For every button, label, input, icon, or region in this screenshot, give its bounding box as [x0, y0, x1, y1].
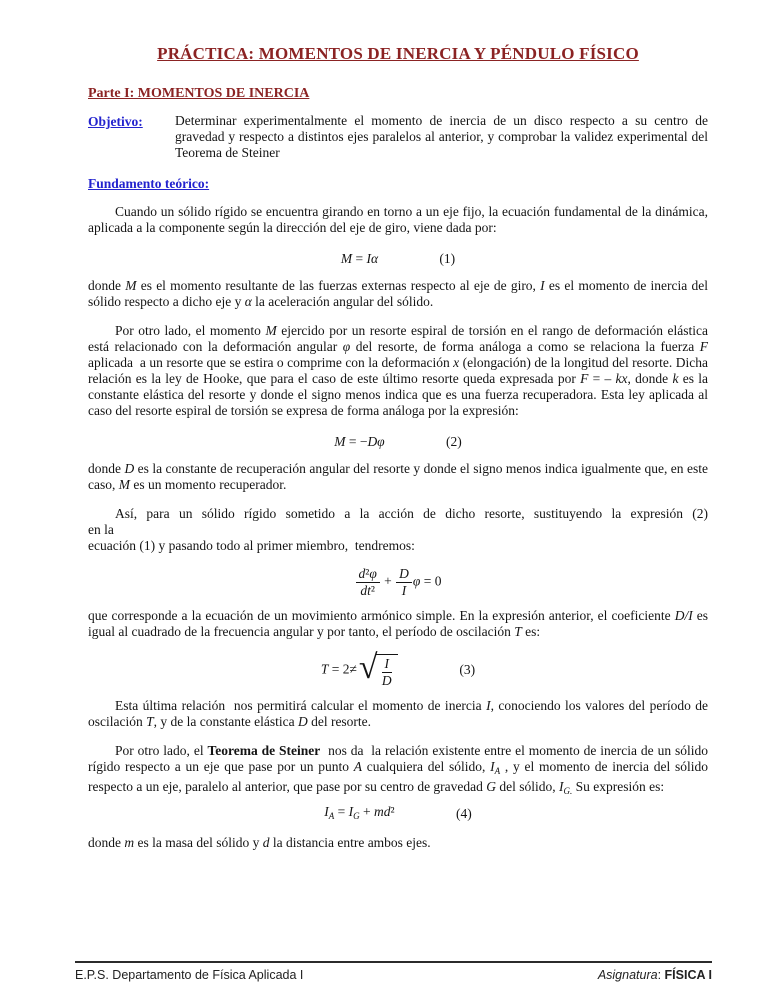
fundamento-heading: Fundamento teórico: [88, 176, 210, 191]
paragraph-shm-explanation: que corresponde a la ecuación de un movimiento armónico simple. En la expresión anterior, el coeficiente D/I es igual al cuadrado de la frecuencia angular y por tanto, el período de oscilación T es: [88, 607, 708, 639]
paragraph-eq3-explanation: Esta última relación nos permitirá calcular el momento de inercia I, conociendo los valores del período de oscilación T, y de la constante elástica D del resorte. [88, 697, 708, 729]
objetivo-section [88, 113, 708, 161]
equation-2-body: M = −Dφ [334, 433, 385, 449]
part-heading: Parte I: MOMENTOS DE INERCIA [88, 86, 310, 101]
equation-2 [88, 432, 708, 451]
paragraph-eq1-explanation: donde M es el momento resultante de las fuerzas externas respecto al eje de giro, I es el momento de inercia del sólido respecto a dicho eje y α la aceleración angular del sólido. [88, 277, 708, 309]
equation-4-body: $I_A = I_G + md^2$ [324, 803, 395, 821]
paragraph-dynamics-intro: Cuando un sólido rígido se encuentra girando en torno a un eje fijo, la ecuación fundamental de la dinámica, aplicada a la componente según la dirección del eje de giro, viene dada por: [88, 204, 708, 235]
paragraph-substitution-line: en la [88, 521, 114, 537]
paragraph-steiner: Por otro lado, el Teorema de Steiner nos da la relación existente entre el momento de inercia de un sólido rígido respecto a un eje que pase por un punto A cualquiera del sólido, $I_A$ , y el momento de inercia del sólido respecto a un eje, paralelo al anterior, que pase por su centro de gravedad G del sólido, $I_{G.}$ Su expresión es: [88, 742, 709, 796]
equation-1 [88, 249, 708, 268]
paragraph-eq2-explanation: donde D es la constante de recuperación angular del resorte y donde el signo menos indica igualmente que, en este caso, M es un momento recuperador. [88, 460, 708, 492]
paragraph-substitution [88, 506, 708, 554]
equation-3 [88, 648, 708, 688]
equation-1-body: M = Iα [340, 250, 379, 266]
objetivo-text: Determinar experimentalmente el momento de inercia de un disco respecto a su centro de gravedad y respecto a distintos ejes paralelos al anterior, y comprobar la validez experimental del Teorema de Steiner [175, 113, 708, 160]
equation-differential-body: $\frac{\text{d²φ}}{\text{dt²}}$ + $\frac{D}{I}$ φ = 0 [355, 567, 442, 598]
page-title: PRÁCTICA: MOMENTOS DE INERCIA Y PÉNDULO FÍSICO [157, 44, 639, 63]
page-footer [75, 961, 712, 982]
equation-differential [88, 567, 708, 598]
objetivo-label: Objetivo: [88, 114, 143, 129]
equation-3-number: (3) [459, 662, 476, 678]
paragraph-torsion-spring: Por otro lado, el momento M ejercido por un resorte espiral de torsión en el rango de deformación elástica está relacionado con la deformación angular φ del resorte, de forma análoga a como se relaciona la fuerza F aplicada a un resorte que se estira o comprime con la deformación x (elongación) de la longitud del resorte. Dicha relación es la ley de Hooke, que para el caso de este último resorte queda expresada por F = – kx, donde k es la constante elástica del resorte y donde el signo menos indica que es una fuerza recuperadora. Esta ley aplicada al caso del resorte espiral de torsión se expresa de forma análoga por la expresión: [88, 322, 708, 418]
footer-course [598, 968, 712, 982]
equation-3-body: T = 2≠ √ $\frac{I}{D}$ [321, 653, 398, 688]
paragraph-eq4-explanation: donde m es la masa del sólido y d la distancia entre ambos ejes. [88, 834, 431, 850]
equation-1-number: (1) [439, 250, 456, 266]
footer-asignatura-label: Asignatura [597, 968, 658, 982]
equation-4 [88, 803, 708, 825]
paragraph-substitution-line: Así, para un sólido rígido sometido a la acción de dicho resorte, sustituyendo la expresión (2) [115, 505, 708, 521]
footer-separator: : [657, 968, 665, 982]
equation-4-number: (4) [455, 805, 472, 821]
footer-course-name: FÍSICA I [664, 968, 712, 982]
equation-2-number: (2) [446, 433, 462, 449]
footer-department: E.P.S. Departamento de Física Aplicada I [75, 968, 304, 982]
paragraph-substitution-line: ecuación (1) y pasando todo al primer miembro, tendremos: [88, 537, 415, 553]
